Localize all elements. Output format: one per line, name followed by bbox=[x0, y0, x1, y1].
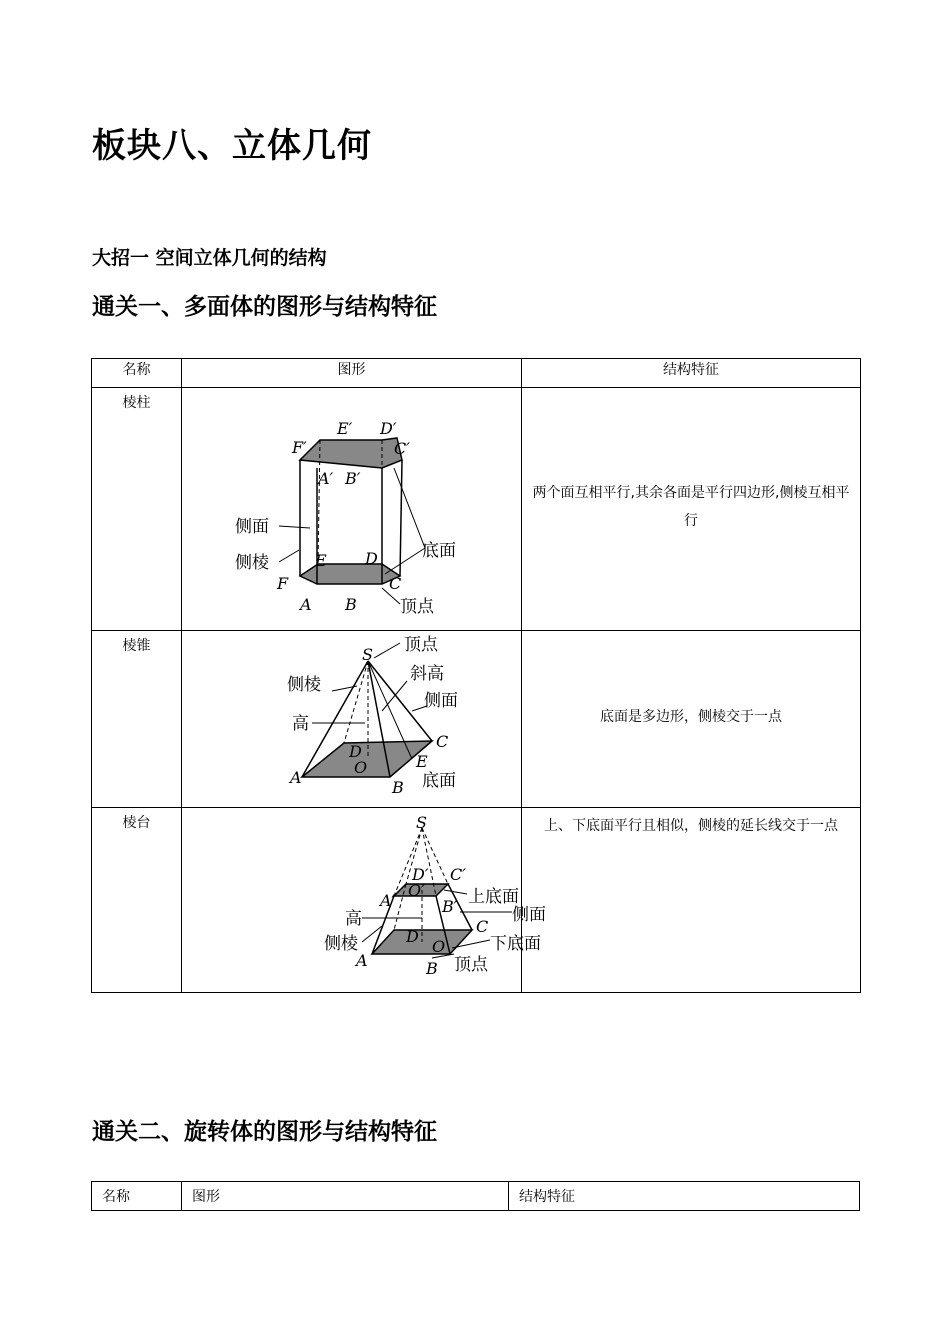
label-B: B bbox=[345, 595, 357, 614]
label-B-prime: B′ bbox=[442, 897, 458, 916]
label-B-prime: B′ bbox=[345, 469, 361, 488]
frustum-feature: 上、下底面平行且相似，侧棱的延长线交于一点 bbox=[544, 818, 838, 834]
page-title: 板块八、立体几何 bbox=[92, 126, 372, 166]
label-E: E bbox=[416, 752, 428, 771]
polyhedra-table bbox=[91, 358, 861, 993]
row-name: 棱锥 bbox=[92, 631, 182, 808]
header-features: 结构特征 bbox=[509, 1182, 860, 1211]
table-header-row bbox=[92, 359, 861, 388]
label-B: B bbox=[426, 959, 438, 978]
frustum-diagram bbox=[182, 808, 546, 988]
label-D: D bbox=[406, 927, 419, 946]
label-S: S bbox=[416, 813, 427, 832]
label-vertex: 顶点 bbox=[404, 635, 438, 655]
label-E-prime: E′ bbox=[337, 419, 353, 438]
label-A: A bbox=[356, 951, 368, 970]
label-base: 底面 bbox=[422, 771, 456, 791]
pyramid-figure-cell bbox=[182, 631, 522, 808]
frustum-feature-cell bbox=[522, 808, 861, 993]
prism-diagram bbox=[182, 388, 521, 626]
label-top-base: 上底面 bbox=[468, 887, 519, 907]
label-height: 高 bbox=[292, 714, 309, 734]
label-F-prime: F′ bbox=[292, 438, 307, 457]
table-header-row bbox=[92, 1182, 860, 1211]
subtitle: 大招一 空间立体几何的结构 bbox=[92, 247, 327, 269]
label-O: O bbox=[354, 758, 368, 777]
frustum-figure-cell bbox=[182, 808, 546, 993]
label-C-prime: C′ bbox=[394, 439, 410, 458]
label-C: C bbox=[436, 732, 449, 751]
label-D: D bbox=[365, 549, 378, 568]
label-C-prime: C′ bbox=[450, 865, 466, 884]
label-D: D bbox=[349, 742, 362, 761]
prism-feature-cell bbox=[522, 388, 861, 631]
header-figure: 图形 bbox=[182, 359, 522, 388]
table-row-frustum bbox=[92, 808, 861, 993]
label-D-prime: D′ bbox=[380, 419, 397, 438]
table-row-pyramid bbox=[92, 631, 861, 808]
label-O: O bbox=[432, 937, 446, 956]
label-C: C bbox=[476, 917, 489, 936]
label-side-face: 侧面 bbox=[512, 905, 546, 925]
label-vertex: 顶点 bbox=[400, 597, 434, 617]
label-side-face: 侧面 bbox=[235, 517, 269, 537]
pyramid-diagram bbox=[182, 631, 521, 803]
label-S: S bbox=[362, 645, 373, 664]
row-name: 棱台 bbox=[92, 808, 182, 993]
pyramid-feature: 底面是多边形，侧棱交于一点 bbox=[600, 709, 782, 725]
section-heading-1: 通关一、多面体的图形与结构特征 bbox=[92, 294, 437, 320]
label-base: 底面 bbox=[422, 541, 456, 561]
label-vertex: 顶点 bbox=[454, 955, 488, 975]
prism-feature: 两个面互相平行,其余各面是平行四边形,侧棱互相平行 bbox=[532, 485, 850, 529]
header-features: 结构特征 bbox=[522, 359, 861, 388]
pyramid-feature-cell bbox=[522, 631, 861, 808]
prism-top-face bbox=[300, 438, 402, 468]
table-row-prism bbox=[92, 388, 861, 631]
label-E: E bbox=[315, 551, 327, 570]
label-side-face: 侧面 bbox=[424, 691, 458, 711]
label-D-prime: D′ bbox=[412, 865, 429, 884]
header-name: 名称 bbox=[92, 359, 182, 388]
label-side-edge: 侧棱 bbox=[324, 934, 358, 954]
label-side-edge: 侧棱 bbox=[287, 675, 321, 695]
label-A: A bbox=[300, 595, 312, 614]
header-name: 名称 bbox=[92, 1182, 182, 1211]
prism-figure-cell bbox=[182, 388, 522, 631]
header-figure: 图形 bbox=[182, 1182, 509, 1211]
label-A-prime: A′ bbox=[380, 891, 396, 910]
label-A: A bbox=[290, 768, 302, 787]
section-heading-2: 通关二、旋转体的图形与结构特征 bbox=[92, 1119, 437, 1145]
row-name: 棱柱 bbox=[92, 388, 182, 631]
label-height: 高 bbox=[345, 909, 362, 929]
label-A-prime: A′ bbox=[318, 469, 334, 488]
label-F: F bbox=[277, 574, 289, 593]
label-bottom-base: 下底面 bbox=[490, 934, 541, 954]
label-slant-height: 斜高 bbox=[410, 664, 444, 684]
revolution-table bbox=[91, 1181, 860, 1211]
label-B: B bbox=[392, 778, 404, 797]
label-side-edge: 侧棱 bbox=[235, 553, 269, 573]
label-O-prime: O′ bbox=[408, 881, 425, 900]
label-C: C bbox=[389, 574, 402, 593]
